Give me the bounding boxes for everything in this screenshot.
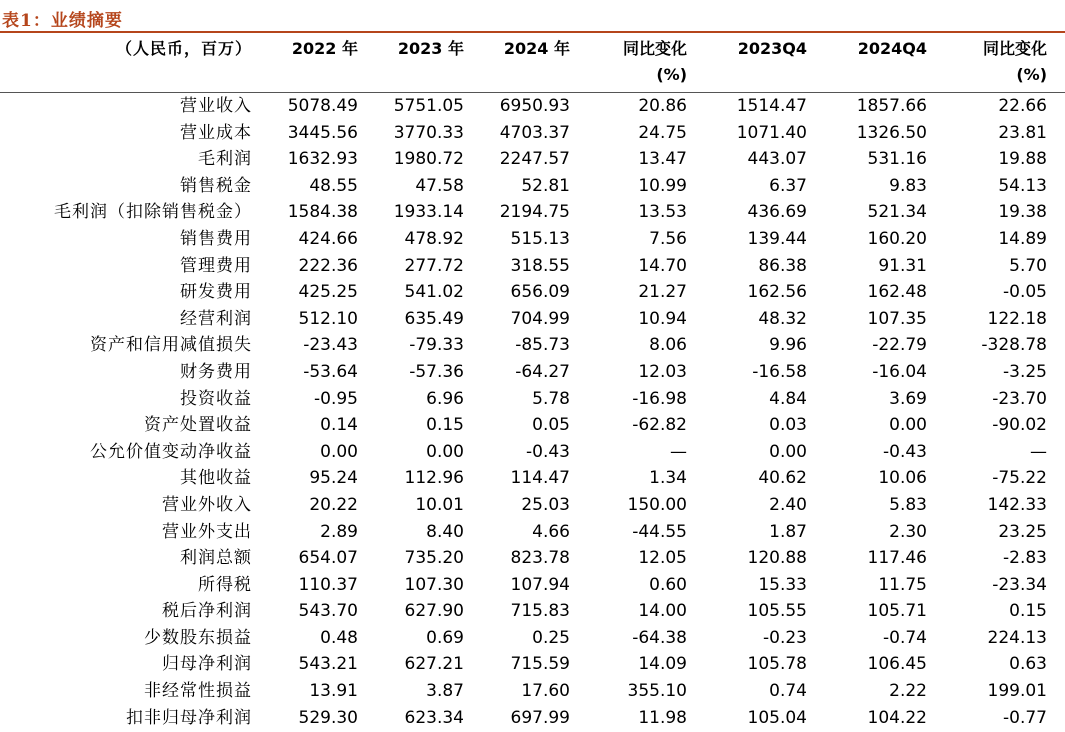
cell-annual-yoy: 7.56 — [649, 228, 687, 249]
header-quarterly-yoy — [937, 36, 1047, 88]
cell-annual-yoy: — — [670, 441, 687, 462]
cell-2023q4: 4.84 — [769, 388, 807, 409]
cell-quarterly-yoy: 19.88 — [998, 149, 1047, 170]
table-row — [0, 386, 1065, 413]
cell-quarterly-yoy: -0.77 — [1003, 707, 1047, 728]
cell-2023: 478.92 — [404, 228, 464, 249]
cell-2024: 515.13 — [510, 228, 570, 249]
cell-2023q4: 120.88 — [747, 548, 807, 569]
cell-annual-yoy: 12.05 — [638, 548, 687, 569]
cell-2024: 704.99 — [510, 308, 570, 329]
cell-2024q4: 91.31 — [878, 255, 927, 276]
cell-2023q4: 0.74 — [769, 681, 807, 702]
cell-annual-yoy: 1.34 — [649, 468, 687, 489]
cell-2022: 0.48 — [320, 627, 358, 648]
cell-quarterly-yoy: 14.89 — [998, 228, 1047, 249]
table-header — [0, 36, 1065, 90]
row-label: 税后净利润 — [162, 601, 252, 622]
header-unit: （人民币，百万） — [115, 39, 252, 58]
cell-2024: 17.60 — [521, 681, 570, 702]
cell-quarterly-yoy: -328.78 — [981, 335, 1047, 356]
cell-annual-yoy: 12.03 — [638, 361, 687, 382]
row-label: 投资收益 — [180, 388, 252, 409]
table-row — [0, 279, 1065, 306]
cell-annual-yoy: 0.60 — [649, 574, 687, 595]
cell-annual-yoy: -64.38 — [632, 627, 687, 648]
cell-2024: 107.94 — [510, 574, 570, 595]
cell-quarterly-yoy: 23.81 — [998, 122, 1047, 143]
cell-2023: 0.15 — [426, 415, 464, 436]
cell-2024: 4703.37 — [499, 122, 570, 143]
row-label: 公允价值变动净收益 — [90, 441, 252, 462]
cell-annual-yoy: 8.06 — [649, 335, 687, 356]
cell-2024q4: 106.45 — [867, 654, 927, 675]
cell-2023: 541.02 — [404, 282, 464, 303]
cell-2023: 627.90 — [404, 601, 464, 622]
cell-2022: 20.22 — [309, 494, 358, 515]
cell-2022: 425.25 — [298, 282, 358, 303]
cell-quarterly-yoy: 23.25 — [998, 521, 1047, 542]
cell-2024: 52.81 — [521, 175, 570, 196]
table-row — [0, 412, 1065, 439]
row-label: 经营利润 — [180, 308, 252, 329]
cell-2023: 6.96 — [426, 388, 464, 409]
cell-annual-yoy: -44.55 — [632, 521, 687, 542]
table-row — [0, 465, 1065, 492]
cell-annual-yoy: 11.98 — [638, 707, 687, 728]
cell-quarterly-yoy: -3.25 — [1003, 361, 1047, 382]
cell-2023q4: 86.38 — [758, 255, 807, 276]
table-row — [0, 572, 1065, 599]
cell-2024: 5.78 — [532, 388, 570, 409]
row-label: 销售税金 — [180, 175, 252, 196]
cell-2022: 48.55 — [309, 175, 358, 196]
cell-2024: 656.09 — [510, 282, 570, 303]
cell-2024: 715.59 — [510, 654, 570, 675]
cell-2024q4: 9.83 — [889, 175, 927, 196]
cell-2022: 95.24 — [309, 468, 358, 489]
cell-2024q4: 105.71 — [867, 601, 927, 622]
row-label: 研发费用 — [180, 282, 252, 303]
cell-2024q4: 531.16 — [867, 149, 927, 170]
cell-2024: 114.47 — [510, 468, 570, 489]
cell-2023q4: -16.58 — [752, 361, 807, 382]
row-label: 营业收入 — [180, 96, 252, 116]
cell-2022: 529.30 — [298, 707, 358, 728]
table-title: 表1：业绩摘要 — [2, 11, 123, 31]
header-2024: 2024 年 — [503, 39, 570, 58]
table-row — [0, 332, 1065, 359]
cell-2022: 1632.93 — [287, 149, 358, 170]
cell-2022: 424.66 — [298, 228, 358, 249]
cell-2024: -85.73 — [515, 335, 570, 356]
cell-annual-yoy: 14.09 — [638, 654, 687, 675]
cell-quarterly-yoy: -75.22 — [992, 468, 1047, 489]
cell-annual-yoy: -16.98 — [632, 388, 687, 409]
row-label: 财务费用 — [180, 361, 252, 382]
cell-2023: 10.01 — [415, 494, 464, 515]
cell-2024q4: 3.69 — [889, 388, 927, 409]
cell-2022: 512.10 — [298, 308, 358, 329]
cell-2023q4: 105.55 — [747, 601, 807, 622]
cell-2024q4: 2.30 — [889, 521, 927, 542]
table-body — [0, 93, 1065, 731]
header-2023: 2023 年 — [397, 39, 464, 58]
cell-2024: 318.55 — [510, 255, 570, 276]
table-row — [0, 226, 1065, 253]
cell-2023: 107.30 — [404, 574, 464, 595]
row-label: 其他收益 — [180, 468, 252, 489]
cell-2023: 47.58 — [415, 175, 464, 196]
cell-quarterly-yoy: 199.01 — [987, 681, 1047, 702]
cell-2022: 0.00 — [320, 441, 358, 462]
cell-quarterly-yoy: 224.13 — [987, 627, 1047, 648]
cell-2022: 654.07 — [298, 548, 358, 569]
cell-2023q4: 436.69 — [747, 202, 807, 223]
table-row — [0, 146, 1065, 173]
cell-2023: 5751.05 — [393, 96, 464, 116]
table-row — [0, 705, 1065, 732]
row-label: 资产和信用减值损失 — [90, 335, 252, 356]
cell-2024: 715.83 — [510, 601, 570, 622]
cell-2024: 823.78 — [510, 548, 570, 569]
cell-quarterly-yoy: -2.83 — [1003, 548, 1047, 569]
row-label: 非经常性损益 — [144, 681, 252, 702]
cell-2023q4: 0.00 — [769, 441, 807, 462]
cell-2022: 1584.38 — [287, 202, 358, 223]
cell-annual-yoy: 14.00 — [638, 601, 687, 622]
header-quarterly-yoy-label: 同比变化 — [982, 39, 1047, 58]
cell-2023: 3.87 — [426, 681, 464, 702]
cell-2022: 2.89 — [320, 521, 358, 542]
row-label: 销售费用 — [180, 228, 252, 249]
cell-2023q4: 105.78 — [747, 654, 807, 675]
cell-2022: 543.21 — [298, 654, 358, 675]
cell-quarterly-yoy: 122.18 — [987, 308, 1047, 329]
header-2024q4: 2024Q4 — [857, 39, 927, 58]
cell-2024q4: -16.04 — [872, 361, 927, 382]
cell-annual-yoy: 21.27 — [638, 282, 687, 303]
cell-2023q4: -0.23 — [763, 627, 807, 648]
cell-2023q4: 2.40 — [769, 494, 807, 515]
cell-2023: 112.96 — [404, 468, 464, 489]
header-annual-yoy-label: 同比变化 — [622, 39, 687, 58]
table-row — [0, 359, 1065, 386]
cell-2023q4: 1071.40 — [736, 122, 807, 143]
cell-2023: 623.34 — [404, 707, 464, 728]
cell-2022: 543.70 — [298, 601, 358, 622]
cell-2024q4: 1857.66 — [856, 96, 927, 116]
cell-2022: -0.95 — [314, 388, 358, 409]
title-divider — [0, 31, 1065, 33]
row-label: 毛利润 — [198, 149, 252, 170]
cell-2024: -0.43 — [526, 441, 570, 462]
table-row — [0, 93, 1065, 120]
table-row — [0, 199, 1065, 226]
cell-quarterly-yoy: 5.70 — [1009, 255, 1047, 276]
cell-quarterly-yoy: 19.38 — [998, 202, 1047, 223]
table-row — [0, 598, 1065, 625]
cell-quarterly-yoy: — — [1030, 441, 1047, 462]
cell-2023: 3770.33 — [393, 122, 464, 143]
cell-2024q4: 11.75 — [878, 574, 927, 595]
cell-quarterly-yoy: -23.70 — [992, 388, 1047, 409]
cell-2023: 627.21 — [404, 654, 464, 675]
cell-2023q4: 9.96 — [769, 335, 807, 356]
cell-quarterly-yoy: 22.66 — [998, 96, 1047, 116]
cell-2023q4: 105.04 — [747, 707, 807, 728]
cell-2023q4: 1514.47 — [736, 96, 807, 116]
cell-quarterly-yoy: -90.02 — [992, 415, 1047, 436]
cell-quarterly-yoy: -0.05 — [1003, 282, 1047, 303]
cell-2024: 2247.57 — [499, 149, 570, 170]
table-row — [0, 492, 1065, 519]
cell-annual-yoy: 24.75 — [638, 122, 687, 143]
cell-2023q4: 443.07 — [747, 149, 807, 170]
cell-2023: 8.40 — [426, 521, 464, 542]
cell-2024q4: 104.22 — [867, 707, 927, 728]
cell-2023: 277.72 — [404, 255, 464, 276]
row-label: 利润总额 — [180, 548, 252, 569]
table-row — [0, 253, 1065, 280]
row-label: 毛利润（扣除销售税金） — [54, 202, 252, 223]
cell-annual-yoy: 14.70 — [638, 255, 687, 276]
header-2023q4: 2023Q4 — [737, 39, 807, 58]
cell-2024q4: 2.22 — [889, 681, 927, 702]
cell-2024q4: -0.43 — [883, 441, 927, 462]
table-row — [0, 651, 1065, 678]
cell-2024: 2194.75 — [499, 202, 570, 223]
cell-annual-yoy: 10.94 — [638, 308, 687, 329]
cell-2023q4: 0.03 — [769, 415, 807, 436]
cell-2024: -64.27 — [515, 361, 570, 382]
row-label: 营业外支出 — [162, 521, 252, 542]
row-label: 资产处置收益 — [144, 415, 252, 436]
cell-2024q4: -22.79 — [872, 335, 927, 356]
cell-annual-yoy: 20.86 — [638, 96, 687, 116]
row-label: 少数股东损益 — [144, 627, 252, 648]
table-row — [0, 120, 1065, 147]
cell-2022: 3445.56 — [287, 122, 358, 143]
header-quarterly-yoy-unit: (%) — [1016, 65, 1047, 84]
cell-2023: 0.00 — [426, 441, 464, 462]
cell-2024: 6950.93 — [499, 96, 570, 116]
cell-2024q4: 160.20 — [867, 228, 927, 249]
cell-2022: 5078.49 — [287, 96, 358, 116]
table-row — [0, 439, 1065, 466]
cell-2022: 222.36 — [298, 255, 358, 276]
cell-2023: 635.49 — [404, 308, 464, 329]
cell-2022: -53.64 — [303, 361, 358, 382]
cell-2023: 1980.72 — [393, 149, 464, 170]
cell-2022: 110.37 — [298, 574, 358, 595]
cell-2023: 1933.14 — [393, 202, 464, 223]
cell-2024: 697.99 — [510, 707, 570, 728]
row-label: 扣非归母净利润 — [126, 707, 252, 728]
table-row — [0, 173, 1065, 200]
cell-2024: 4.66 — [532, 521, 570, 542]
cell-quarterly-yoy: 142.33 — [987, 494, 1047, 515]
cell-2022: 0.14 — [320, 415, 358, 436]
cell-2023q4: 162.56 — [747, 282, 807, 303]
cell-quarterly-yoy: 54.13 — [998, 175, 1047, 196]
cell-2024q4: 107.35 — [867, 308, 927, 329]
cell-annual-yoy: 355.10 — [627, 681, 687, 702]
cell-2024q4: 521.34 — [867, 202, 927, 223]
row-label: 所得税 — [198, 574, 252, 595]
cell-2024q4: 10.06 — [878, 468, 927, 489]
cell-quarterly-yoy: 0.63 — [1009, 654, 1047, 675]
row-label: 营业成本 — [180, 122, 252, 143]
cell-2023q4: 40.62 — [758, 468, 807, 489]
cell-2024q4: 117.46 — [867, 548, 927, 569]
cell-2023q4: 6.37 — [769, 175, 807, 196]
header-2022: 2022 年 — [291, 39, 358, 58]
table-row — [0, 519, 1065, 546]
cell-2024q4: 162.48 — [867, 282, 927, 303]
cell-2024: 0.05 — [532, 415, 570, 436]
cell-2024q4: 0.00 — [889, 415, 927, 436]
header-annual-yoy-unit: (%) — [656, 65, 687, 84]
cell-2023q4: 1.87 — [769, 521, 807, 542]
cell-annual-yoy: 150.00 — [627, 494, 687, 515]
cell-2023q4: 48.32 — [758, 308, 807, 329]
cell-2022: -23.43 — [303, 335, 358, 356]
cell-2024q4: -0.74 — [883, 627, 927, 648]
cell-quarterly-yoy: 0.15 — [1009, 601, 1047, 622]
cell-2023q4: 15.33 — [758, 574, 807, 595]
header-annual-yoy — [580, 36, 687, 88]
cell-quarterly-yoy: -23.34 — [992, 574, 1047, 595]
cell-2022: 13.91 — [309, 681, 358, 702]
cell-2023q4: 139.44 — [747, 228, 807, 249]
cell-2024: 25.03 — [521, 494, 570, 515]
cell-2024q4: 1326.50 — [856, 122, 927, 143]
table-row — [0, 545, 1065, 572]
table-row — [0, 625, 1065, 652]
cell-2023: -57.36 — [409, 361, 464, 382]
cell-2023: 0.69 — [426, 627, 464, 648]
cell-annual-yoy: 13.47 — [638, 149, 687, 170]
cell-2024q4: 5.83 — [889, 494, 927, 515]
cell-annual-yoy: 10.99 — [638, 175, 687, 196]
cell-2023: 735.20 — [404, 548, 464, 569]
cell-2023: -79.33 — [409, 335, 464, 356]
cell-2024: 0.25 — [532, 627, 570, 648]
cell-annual-yoy: -62.82 — [632, 415, 687, 436]
table-row — [0, 306, 1065, 333]
row-label: 管理费用 — [180, 255, 252, 276]
table-row — [0, 678, 1065, 705]
row-label: 归母净利润 — [162, 654, 252, 675]
row-label: 营业外收入 — [162, 494, 252, 515]
cell-annual-yoy: 13.53 — [638, 202, 687, 223]
